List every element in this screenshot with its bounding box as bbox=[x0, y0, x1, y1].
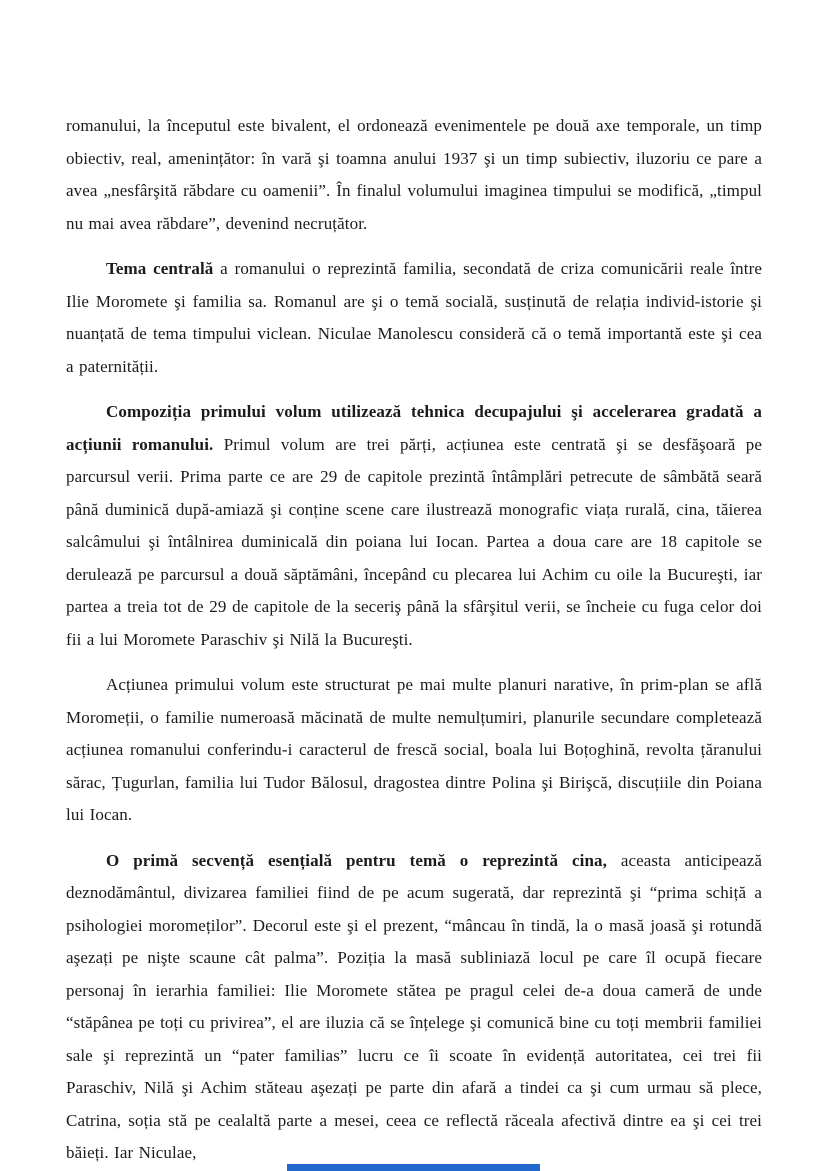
bottom-blue-bar bbox=[287, 1164, 540, 1171]
paragraph-text: romanului, la începutul este bivalent, el ordonează evenimentele pe două axe temporale, un timp obiectiv, real, amenințător: în vară şi toamna anului 1937 şi un timp subiectiv, iluzoriu ce pare a avea „nesfârşită răbdare cu oamenii”. În finalul volumului imaginea timpului se modifică, „timpul nu mai avea răbdare”, devenind necruțător. bbox=[66, 116, 762, 233]
paragraph-bold-lead: O primă secvență esențială pentru temă o reprezintă cina, bbox=[106, 850, 607, 870]
document-body-text bbox=[66, 110, 762, 1170]
paragraph-tema-centrala bbox=[66, 253, 762, 383]
paragraph-bold-lead: Compoziția primului volum utilizează tehnica decupajului şi accelerarea gradată a acțiunii romanului. bbox=[66, 402, 762, 454]
paragraph-text: Acțiunea primului volum este structurat pe mai multe planuri narative, în prim-plan se află Moromeții, o familie numeroasă măcinată de multe nemulțumiri, planurile secundare completează acțiunea romanului conferindu-i caracterul de frescă social, boala lui Boțoghină, revolta țăranului sărac, Țugurlan, familia lui Tudor Bălosul, dragostea dintre Polina şi Birişcă, discuțiile din Poiana lui Iocan. bbox=[66, 675, 762, 824]
paragraph-text: Primul volum are trei părți, acțiunea este centrată şi se desfăşoară pe parcursul verii. Prima parte ce are 29 de capitole prezintă întâmplări petrecute de sâmbătă seară până duminică după-amiază şi conține scene care ilustrează monografic viața rurală, cina, tăierea salcâmului şi întâlnirea duminicală din poiana lui Iocan. Partea a doua care are 18 capitole se derulează pe parcursul a două săptămâni, începând cu plecarea lui Achim cu oile la Bucureşti, iar partea a treia tot de 29 de capitole de la seceriş până la sfârşitul verii, se încheie cu fuga celor doi fii a lui Moromete Paraschiv şi Nilă la Bucureşti. bbox=[66, 434, 762, 649]
paragraph-secventa-cina bbox=[66, 845, 762, 1170]
paragraph-text: aceasta anticipează deznodământul, divizarea familiei fiind de pe acum sugerată, dar reprezintă şi “prima schiță a psihologiei moromeților”. Decorul este şi el prezent, “mâncau în tindă, la o masă joasă şi rotundă aşezați pe nişte scaune cât palma”. Poziția la masă subliniază locul pe care îl ocupă fiecare personaj în ierarhia familiei: Ilie Moromete stătea pe pragul celei de-a doua cameră de unde “stăpânea pe toți cu privirea”, el are iluzia că se înțelege şi comunică bine cu toți membrii familiei sale şi reprezintă un “pater familias” lucru ce îi scoate în evidență autoritatea, cei trei fii Paraschiv, Nilă şi Achim stăteau aşezați pe parte din afară a tindei ca şi cum urmau să plece, Catrina, soția stă pe cealaltă parte a mesei, ceea ce reflectă răceala afectivă dintre ea şi cei trei băieți. Iar Niculae, bbox=[66, 850, 762, 1162]
paragraph-compozitia-volumului bbox=[66, 396, 762, 656]
paragraph-timpul-romanului bbox=[66, 110, 762, 240]
paragraph-bold-lead: Tema centrală bbox=[106, 259, 214, 278]
paragraph-actiunea-planuri-narative bbox=[66, 669, 762, 832]
paragraph-text: a romanului o reprezintă familia, secondată de criza comunicării reale între Ilie Moromete şi familia sa. Romanul are şi o temă socială, susținută de relația individ-istorie şi nuanțată de tema timpului viclean. Niculae Manolescu consideră că o temă importantă este şi cea a paternității. bbox=[66, 259, 762, 376]
